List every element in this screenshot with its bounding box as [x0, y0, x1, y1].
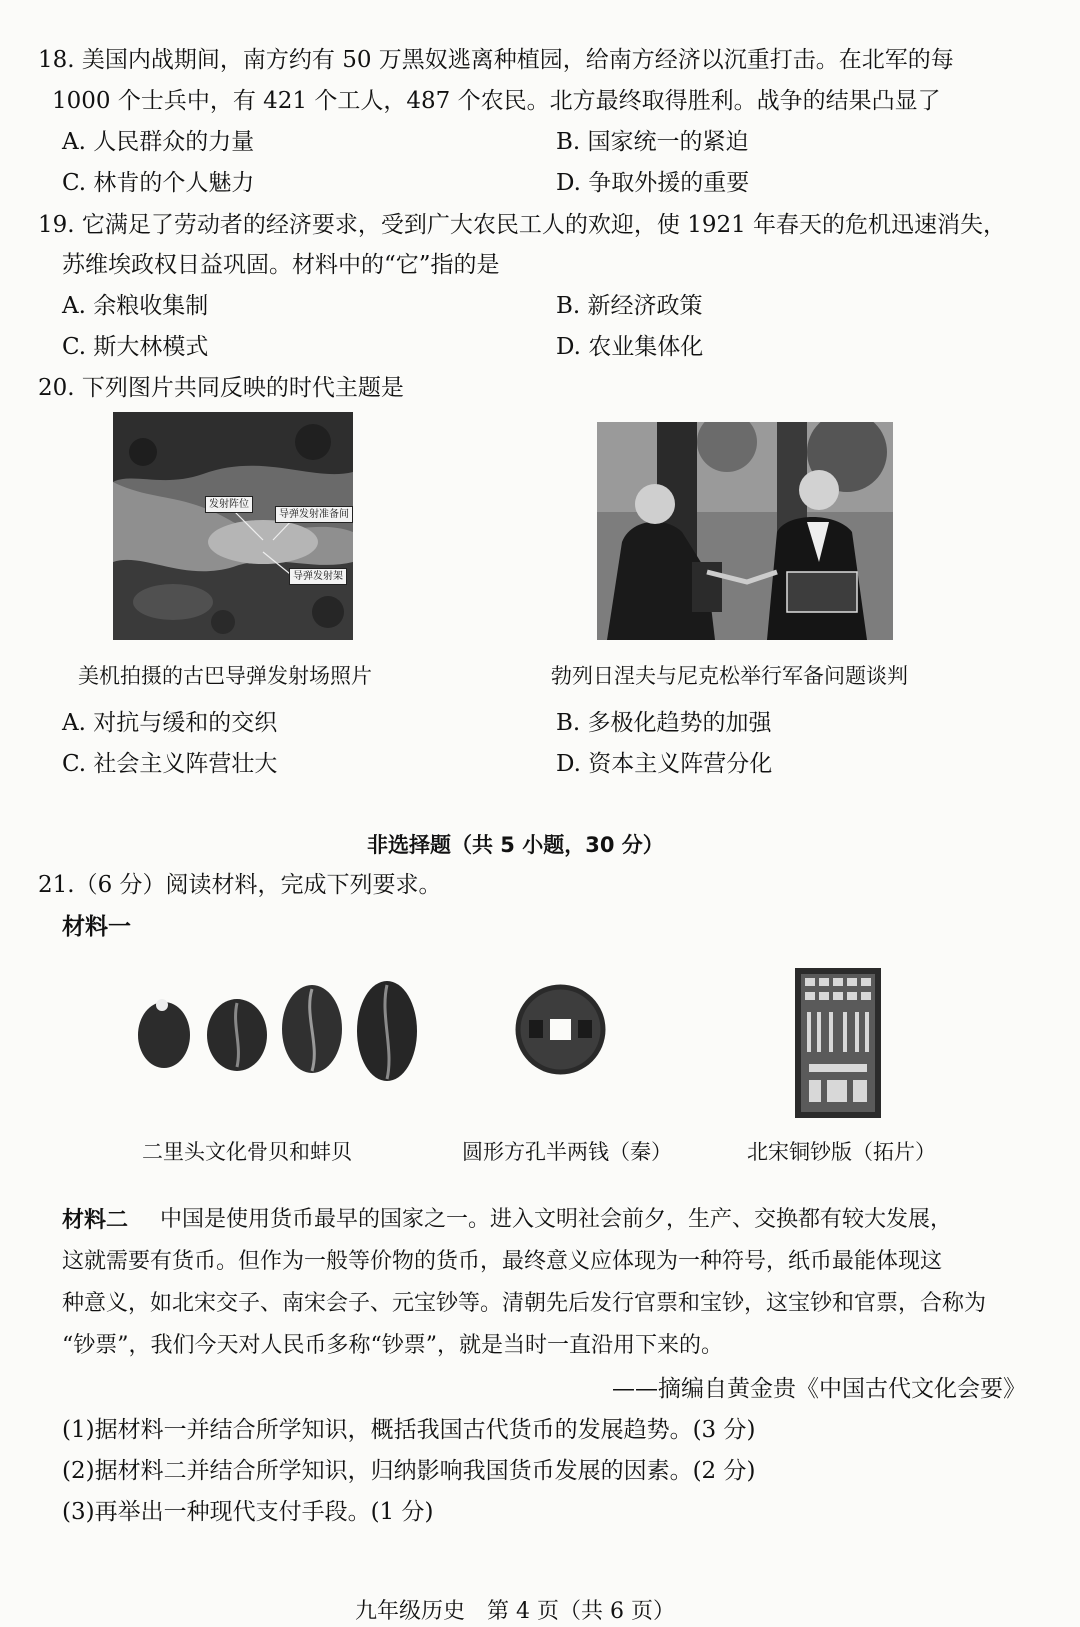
q21-question-2: (2)据材料二并结合所学知识，归纳影响我国货币发展的因素。(2 分)	[62, 1458, 756, 1484]
material2-line2: 这就需要有货币。但作为一般等价物的货币，最终意义应体现为一种符号，纸币最能体现这	[62, 1249, 943, 1274]
q20-stem: 20. 下列图片共同反映的时代主题是	[38, 375, 404, 401]
q19-option-a: A. 余粮收集制	[62, 293, 209, 319]
q20-option-b: B. 多极化趋势的加强	[556, 710, 772, 736]
caption-shells: 二里头文化骨贝和蚌贝	[142, 1140, 352, 1164]
q21-stem: 21.（6 分）阅读材料，完成下列要求。	[38, 872, 442, 898]
q19-stem-line1: 19. 它满足了劳动者的经济要求，受到广大农民工人的欢迎，使 1921 年春天的危机迅速消失，	[38, 212, 1007, 238]
song-copper-plate-rubbing	[795, 968, 881, 1118]
q18-option-d: D. 争取外援的重要	[556, 170, 750, 196]
q21-question-1: (1)据材料一并结合所学知识，概括我国古代货币的发展趋势。(3 分)	[62, 1417, 756, 1443]
material2-label: 材料二	[62, 1207, 129, 1233]
q18-stem-line2: 1000 个士兵中，有 421 个工人，487 个农民。北方最终取得胜利。战争的结果凸显了	[52, 88, 941, 114]
material2-source: ——摘编自黄金贵《中国古代文化会要》	[612, 1376, 1026, 1402]
q21-question-3: (3)再举出一种现代支付手段。(1 分)	[62, 1499, 434, 1525]
q18-option-b: B. 国家统一的紧迫	[556, 129, 749, 155]
caption-banliang-coin: 圆形方孔半两钱（秦）	[462, 1140, 672, 1164]
material2-line1: 中国是使用货币最早的国家之一。进入文明社会前夕，生产、交换都有较大发展，	[160, 1207, 953, 1232]
material2-line3: 种意义，如北宋交子、南宋会子、元宝钞等。清朝先后发行官票和宝钞，这宝钞和官票，合称为	[62, 1291, 987, 1316]
label-launch-position: 发射阵位	[205, 496, 253, 513]
caption-copper-plate: 北宋铜钞版（拓片）	[747, 1140, 936, 1164]
q18-stem-line1: 18. 美国内战期间，南方约有 50 万黑奴逃离种植园，给南方经济以沉重打击。在北军的每	[38, 47, 954, 73]
page-footer: 九年级历史 第 4 页（共 6 页）	[355, 1599, 675, 1624]
q19-option-d: D. 农业集体化	[556, 334, 704, 360]
q20-option-d: D. 资本主义阵营分化	[556, 751, 773, 777]
label-missile-launcher: 导弹发射架	[289, 568, 347, 585]
photo1-caption: 美机拍摄的古巴导弹发射场照片	[78, 664, 372, 688]
section-title: 非选择题（共 5 小题，30 分）	[367, 833, 664, 857]
photo2-caption: 勃列日涅夫与尼克松举行军备问题谈判	[551, 664, 908, 688]
q20-option-a: A. 对抗与缓和的交织	[62, 710, 278, 736]
q20-option-c: C. 社会主义阵营壮大	[62, 751, 278, 777]
q18-option-a: A. 人民群众的力量	[62, 129, 255, 155]
banliang-coin-image	[513, 982, 608, 1077]
q19-stem-line2: 苏维埃政权日益巩固。材料中的“它”指的是	[62, 252, 500, 278]
label-missile-prep-room: 导弹发射准备间	[275, 506, 353, 523]
brezhnev-nixon-photo	[597, 422, 893, 640]
q19-option-b: B. 新经济政策	[556, 293, 703, 319]
shell-currency-image	[132, 975, 427, 1090]
cuba-missile-site-photo	[113, 412, 353, 640]
q19-option-c: C. 斯大林模式	[62, 334, 209, 360]
material1-label: 材料一	[62, 913, 131, 940]
q18-option-c: C. 林肯的个人魅力	[62, 170, 255, 196]
material2-line4: “钞票”，我们今天对人民币多称“钞票”，就是当时一直沿用下来的。	[62, 1333, 723, 1358]
